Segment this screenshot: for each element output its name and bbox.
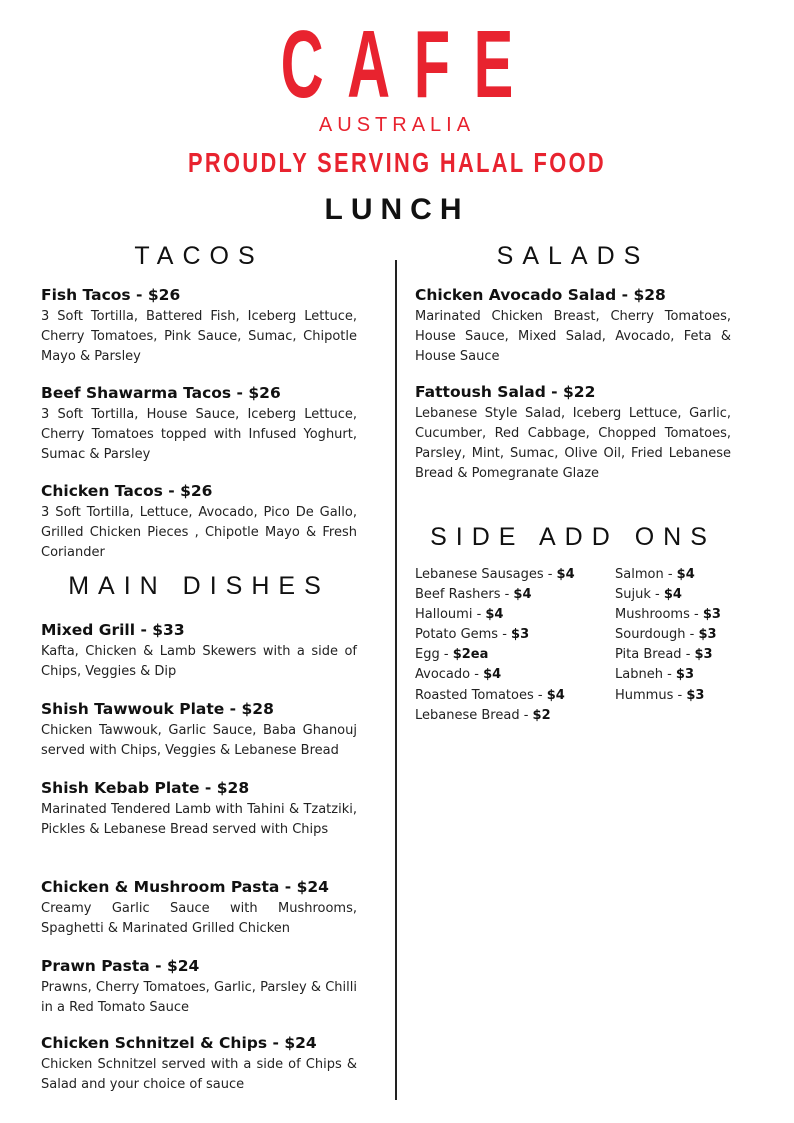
item-description: Creamy Garlic Sauce with Mushrooms, Spaghetti & Marinated Grilled Chicken bbox=[41, 901, 357, 936]
item-name: Chicken Avocado Salad - $28 bbox=[415, 286, 666, 304]
add-on-item: Avocado - $4 bbox=[415, 667, 502, 683]
add-on-item: Salmon - $4 bbox=[615, 567, 695, 582]
add-on-item: Mushrooms - $3 bbox=[615, 607, 721, 623]
menu-item bbox=[41, 480, 357, 563]
item-description: 3 Soft Tortilla, Lettuce, Avocado, Pico De Gallo, Grilled Chicken Pieces , Chipotle Mayo & Fresh Coriander bbox=[41, 505, 357, 560]
add-on-item: Sujuk - $4 bbox=[615, 587, 682, 603]
menu-item bbox=[41, 955, 357, 1018]
menu-title: LUNCH bbox=[324, 193, 470, 226]
add-on-item: Beef Rashers - $4 bbox=[415, 587, 532, 603]
item-description: Kafta, Chicken & Lamb Skewers with a side of Chips, Veggies & Dip bbox=[41, 644, 357, 679]
item-name: Shish Kebab Plate - $28 bbox=[41, 779, 250, 797]
item-name: Shish Tawwouk Plate - $28 bbox=[41, 700, 274, 718]
item-name: Fattoush Salad - $22 bbox=[415, 383, 596, 401]
item-description: Marinated Chicken Breast, Cherry Tomatoes, House Sauce, Mixed Salad, Avocado, Feta & House Sauce bbox=[415, 309, 731, 364]
add-on-item: Labneh - $3 bbox=[615, 667, 694, 683]
item-name: Beef Shawarma Tacos - $26 bbox=[41, 384, 281, 402]
add-on-item: Lebanese Bread - $2 bbox=[415, 707, 551, 723]
item-name: Prawn Pasta - $24 bbox=[41, 957, 200, 975]
add-on-item: Sourdough - $3 bbox=[615, 627, 717, 643]
menu-item bbox=[41, 619, 357, 682]
add-on-item: Hummus - $3 bbox=[615, 687, 705, 703]
section-title-salads: SALADS bbox=[496, 242, 650, 270]
add-on-item: Potato Gems - $3 bbox=[415, 627, 530, 643]
menu-item bbox=[41, 284, 357, 367]
menu-item bbox=[41, 777, 357, 840]
menu-item bbox=[415, 284, 731, 367]
add-ons-list-left bbox=[415, 565, 575, 726]
section-title-side-add-ons: SIDE ADD ONS bbox=[430, 523, 716, 551]
section-title-main-dishes: MAIN DISHES bbox=[68, 572, 330, 600]
add-on-item: Halloumi - $4 bbox=[415, 607, 504, 623]
column-divider bbox=[395, 260, 397, 1100]
add-on-item: Pita Bread - $3 bbox=[615, 647, 713, 663]
item-name: Mixed Grill - $33 bbox=[41, 621, 185, 639]
item-description: Marinated Tendered Lamb with Tahini & Tzatziki, Pickles & Lebanese Bread served with Chips bbox=[41, 802, 357, 837]
menu-item bbox=[41, 382, 357, 465]
item-name: Chicken Schnitzel & Chips - $24 bbox=[41, 1034, 317, 1052]
item-name: Fish Tacos - $26 bbox=[41, 286, 181, 304]
brand-logo-text: CAFE bbox=[280, 11, 537, 118]
item-description: Lebanese Style Salad, Iceberg Lettuce, Garlic, Cucumber, Red Cabbage, Chopped Tomatoes, Parsley, Mint, Sumac, Olive Oil, Fried Lebanese Bread & Pomegranate Glaze bbox=[415, 406, 731, 481]
menu-item bbox=[41, 698, 357, 761]
menu-item bbox=[415, 381, 731, 484]
section-title-tacos: TACOS bbox=[134, 242, 264, 270]
item-description: Chicken Schnitzel served with a side of Chips & Salad and your choice of sauce bbox=[41, 1057, 357, 1092]
add-on-item: Roasted Tomatoes - $4 bbox=[415, 687, 565, 703]
menu-item bbox=[41, 1032, 357, 1095]
item-name: Chicken & Mushroom Pasta - $24 bbox=[41, 878, 329, 896]
brand-tagline: PROUDLY SERVING HALAL FOOD bbox=[187, 147, 607, 178]
add-ons-list-right bbox=[615, 565, 721, 706]
item-description: Prawns, Cherry Tomatoes, Garlic, Parsley & Chilli in a Red Tomato Sauce bbox=[41, 980, 357, 1015]
item-name: Chicken Tacos - $26 bbox=[41, 482, 213, 500]
add-on-item: Lebanese Sausages - $4 bbox=[415, 567, 575, 582]
menu-item bbox=[41, 876, 357, 939]
item-description: Chicken Tawwouk, Garlic Sauce, Baba Ghanouj served with Chips, Veggies & Lebanese Bread bbox=[41, 723, 357, 758]
add-on-item: Egg - $2ea bbox=[415, 647, 489, 663]
brand-subtitle: AUSTRALIA bbox=[318, 114, 476, 136]
item-description: 3 Soft Tortilla, Battered Fish, Iceberg Lettuce, Cherry Tomatoes, Pink Sauce, Sumac, Chipotle Mayo & Parsley bbox=[41, 309, 357, 364]
item-description: 3 Soft Tortilla, House Sauce, Iceberg Lettuce, Cherry Tomatoes topped with Infused Yoghurt, Sumac & Parsley bbox=[41, 407, 357, 462]
